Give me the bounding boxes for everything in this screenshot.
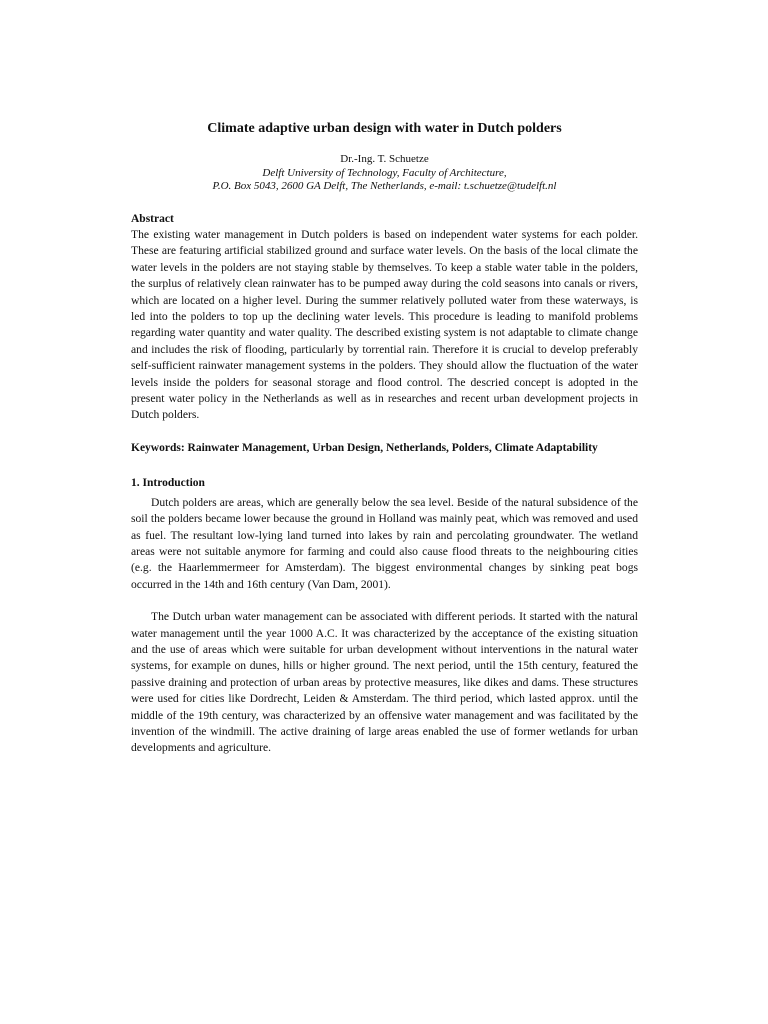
paper-title: Climate adaptive urban design with water in Dutch polders: [207, 121, 562, 136]
author-address: P.O. Box 5043, 2600 GA Delft, The Netherlands, e-mail: t.schuetze@tudelft.nl: [212, 180, 557, 192]
keywords: Keywords: Rainwater Management, Urban Design, Netherlands, Polders, Climate Adaptability: [131, 441, 598, 454]
author-affiliation: Delft University of Technology, Faculty of Architecture,: [262, 166, 507, 179]
section-heading-introduction: 1. Introduction: [131, 477, 205, 490]
author-name: Dr.-Ing. T. Schuetze: [340, 153, 429, 165]
abstract-text: The existing water management in Dutch polders is based on independent water systems for each polder. These are featuring artificial stabilized ground and surface water levels. On the basis of the local climate the water levels in the polders are not staying stable by themselves. To keep a stable water table in the polders, the surplus of relatively clean rainwater has to be pumped away during the cold seasons into canals or rivers, which are located on a higher level. During the summer relatively polluted water from these waterways, is led into the polders to top up the declining water levels. This procedure is leading to manifold problems regarding water quantity and water quality. The described existing system is not adaptable to climate change and includes the risk of flooding, particularly by torrential rain. Therefore it is crucial to develop preferably self-sufficient rainwater management systems in the polders. They should allow the fluctuation of the water levels inside the polders for seasonal storage and flood control. The descried concept is adopted in the present water policy in the Netherlands as well as in researches and recent urban development projects in Dutch polders.: [131, 227, 638, 422]
introduction-paragraph-2: The Dutch urban water management can be associated with different periods. It started with the natural water management until the year 1000 A.C. It was characterized by the acceptance of the existing situation and the use of areas which were suitable for urban development without interventions in the natural water systems, for example on dunes, hills or higher ground. The next period, until the 15th century, featured the passive draining and protection of urban areas by protective measures, like dikes and dams. These structures were used for cities like Dordrecht, Leiden & Amsterdam. The third period, which lasted approx. until the middle of the 19th century, was characterized by an offensive water management and was facilitated by the invention of the windmill. The active draining of large areas enabled the use of former wetlands for urban developments and agriculture.: [131, 610, 638, 755]
abstract-heading: Abstract: [131, 212, 174, 225]
introduction-paragraph-1: Dutch polders are areas, which are generally below the sea level. Beside of the natural subsidence of the soil the polders became lower because the ground in Holland was mainly peat, which was removed and used as fuel. The resultant low-lying land turned into lakes by rain and percolating groundwater. The wetland areas were not suitable anymore for farming and could also cause flood threats to the neighbouring cities (e.g. the Haarlemmermeer for Amsterdam). The biggest environmental changes by sinking peat bogs occurred in the 14th and 16th century (Van Dam, 2001).: [131, 495, 638, 591]
